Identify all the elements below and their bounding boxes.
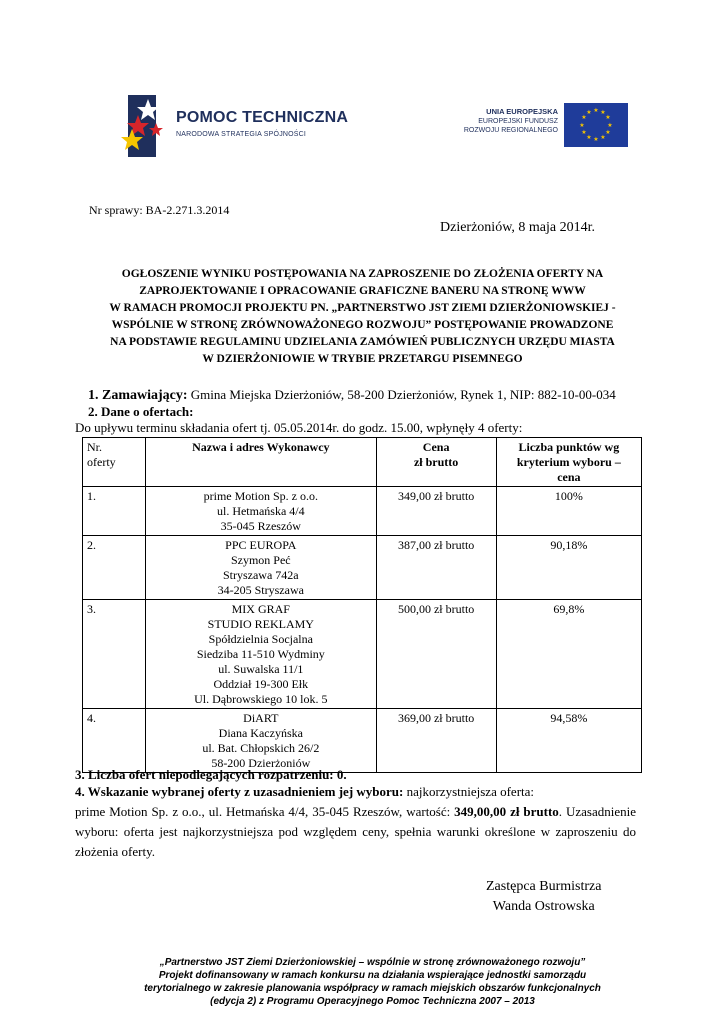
pomoc-techniczna-emblem-icon [118,93,174,163]
svg-text:★: ★ [593,136,599,143]
offers-table [82,437,642,773]
contractor-address [146,709,376,773]
section-4-label: 4. Wskazanie wybranej oferty z uzasadnieniem jej wyboru: [75,784,404,799]
offer-no: 2. [83,536,146,600]
offer-price: 349,00 zł brutto [376,487,496,536]
svg-text:★: ★ [579,122,585,129]
title-line: OGŁOSZENIE WYNIKU POSTĘPOWANIA NA ZAPROSZENIE DO ZŁOŻENIA OFERTY NA [121,268,604,280]
deadline-text: Do upływu terminu składania ofert tj. 05.05.2014r. do godz. 15.00, wpłynęły 4 oferty: [75,420,523,435]
address-line: ul. Bat. Chłopskich 26/2 [202,741,320,755]
svg-text:★: ★ [607,122,613,129]
title-line: NA PODSTAWIE REGULAMINU UDZIELANIA ZAMÓWIEŃ PUBLICZNYCH URZĘDU MIASTA [110,336,615,348]
header-text: Nr. [87,440,102,454]
address-line: 58-200 Dzierżoniów [211,756,311,770]
address-line: 35-045 Rzeszów [220,519,301,533]
header-contractor [146,438,376,487]
table-header-row [83,438,642,487]
table-row [83,487,642,536]
svg-text:★: ★ [586,109,592,116]
header-text: oferty [87,455,116,469]
address-line: Stryszawa 742a [222,568,299,582]
svg-text:★: ★ [605,114,611,121]
offer-points: 100% [496,487,641,536]
table-row [83,709,642,773]
header-text: Liczba punktów wg [518,440,620,454]
svg-text:★: ★ [593,107,599,114]
address-line: Spółdzielnia Socjalna [208,632,313,646]
eu-line-3: ROZWOJU REGIONALNEGO [463,127,558,134]
contractor-address [146,536,376,600]
selected-amount: 349,00,00 zł brutto [454,804,559,819]
section-1-text: Gmina Miejska Dzierżoniów, 58-200 Dzierżoniów, Rynek 1, NIP: 882-10-00-034 [187,387,616,402]
pomoc-techniczna-subtitle: NARODOWA STRATEGIA SPÓJNOŚCI [176,131,307,138]
section-offers-heading: 2. Dane o ofertach: [88,404,194,419]
header-text: Nazwa i adres Wykonawcy [192,440,330,454]
svg-text:★: ★ [600,109,606,116]
header-offer-no [83,438,146,487]
address-line: Diana Kaczyńska [218,726,303,740]
section-4-text: najkorzystniejsza oferta: [403,784,535,799]
offer-points: 90,18% [496,536,641,600]
header-text: Cena [422,440,450,454]
section-1-label: 1. Zamawiający: [88,388,188,403]
title-line: ZAPROJEKTOWANIE I OPRACOWANIE GRAFICZNE BANERU NA STRONĘ WWW [139,285,586,297]
offer-no: 3. [83,600,146,709]
eu-line-2: EUROPEJSKI FUNDUSZ [478,118,558,125]
address-line: STUDIO REKLAMY [207,617,314,631]
table-row [83,600,642,709]
justification-part-2: . Uzasadnienie wyboru: oferta jest najkorzystniejsza pod względem ceny, spełnia warunki określone w zaproszeniu do złożenia oferty. [75,804,636,859]
contractor-address [146,487,376,536]
svg-text:★: ★ [581,114,587,121]
pomoc-techniczna-logo [118,93,358,163]
header-text: zł brutto [413,455,459,469]
offer-price: 387,00 zł brutto [376,536,496,600]
address-line: prime Motion Sp. z o.o. [203,489,318,503]
footer-line: „Partnerstwo JST Ziemi Dzierżoniowskiej – wspólnie w stronę zrównoważonego rozwoju” [159,957,586,968]
offer-points: 69,8% [496,600,641,709]
address-line: PPC EUROPA [225,538,297,552]
svg-text:★: ★ [581,129,587,136]
title-line: W RAMACH PROMOCJI PROJEKTU PN. „PARTNERSTWO JST ZIEMI DZIERŻONIOWSKIEJ - [109,302,616,314]
svg-text:★: ★ [605,129,611,136]
header-text: kryterium wyboru – [516,455,621,469]
announcement-title [75,266,650,368]
address-line: ul. Suwalska 11/1 [218,662,304,676]
eu-line-1: UNIA EUROPEJSKA [486,107,558,116]
address-line: ul. Hetmańska 4/4 [216,504,305,518]
footer [80,956,665,1008]
signatory-name: Wanda Ostrowska [492,899,595,914]
footer-line: terytorialnego w zakresie planowania współpracy w ramach miejskich obszarów funkcjonalnych [144,983,601,994]
section-ordering-party [88,386,616,404]
address-line: DiART [243,711,279,725]
address-line: 34-205 Stryszawa [217,583,304,597]
eu-flag-icon [564,103,628,147]
address-line: Szymon Peć [230,553,291,567]
eu-logo [448,103,628,147]
pomoc-techniczna-title: POMOC TECHNICZNA [176,109,349,126]
section-rejected-offers: 3. Liczba ofert niepodlegających rozpatrzeniu: 0. [75,767,347,782]
address-line: Siedziba 11-510 Wydminy [196,647,325,661]
title-line: WSPÓLNIE W STRONĘ ZRÓWNOWAŻONEGO ROZWOJU” POSTĘPOWANIE PROWADZONE [111,319,614,331]
address-line: MIX GRAF [231,602,290,616]
table-row [83,536,642,600]
selection-justification [75,802,636,862]
offer-points: 94,58% [496,709,641,773]
footer-line: Projekt dofinansowany w ramach konkursu na działania wspierające jednostki samorządu [158,970,587,981]
offer-price: 369,00 zł brutto [376,709,496,773]
footer-line: (edycja 2) z Programu Operacyjnego Pomoc Techniczna 2007 – 2013 [210,996,535,1007]
address-line: Ul. Dąbrowskiego 10 lok. 5 [194,692,328,706]
justification-part-1: prime Motion Sp. z o.o., ul. Hetmańska 4/4, 35-045 Rzeszów, wartość: [75,804,455,819]
signatory-role: Zastępca Burmistrza [486,879,602,894]
eu-text [464,107,558,135]
offer-no: 4. [83,709,146,773]
header-points [496,438,641,487]
address-line: Oddział 19-300 Ełk [213,677,309,691]
svg-text:★: ★ [600,134,606,141]
title-line: W DZIERŻONIOWIE W TRYBIE PRZETARGU PISEMNEGO [202,353,523,365]
offer-price: 500,00 zł brutto [376,600,496,709]
section-selected-offer [75,783,534,800]
signatory [486,877,601,917]
contractor-address [146,600,376,709]
header-text: cena [557,470,581,484]
place-date: Dzierżoniów, 8 maja 2014r. [440,220,595,235]
offer-no: 1. [83,487,146,536]
svg-text:★: ★ [586,134,592,141]
header-price [376,438,496,487]
case-number: Nr sprawy: BA-2.271.3.2014 [89,203,230,217]
